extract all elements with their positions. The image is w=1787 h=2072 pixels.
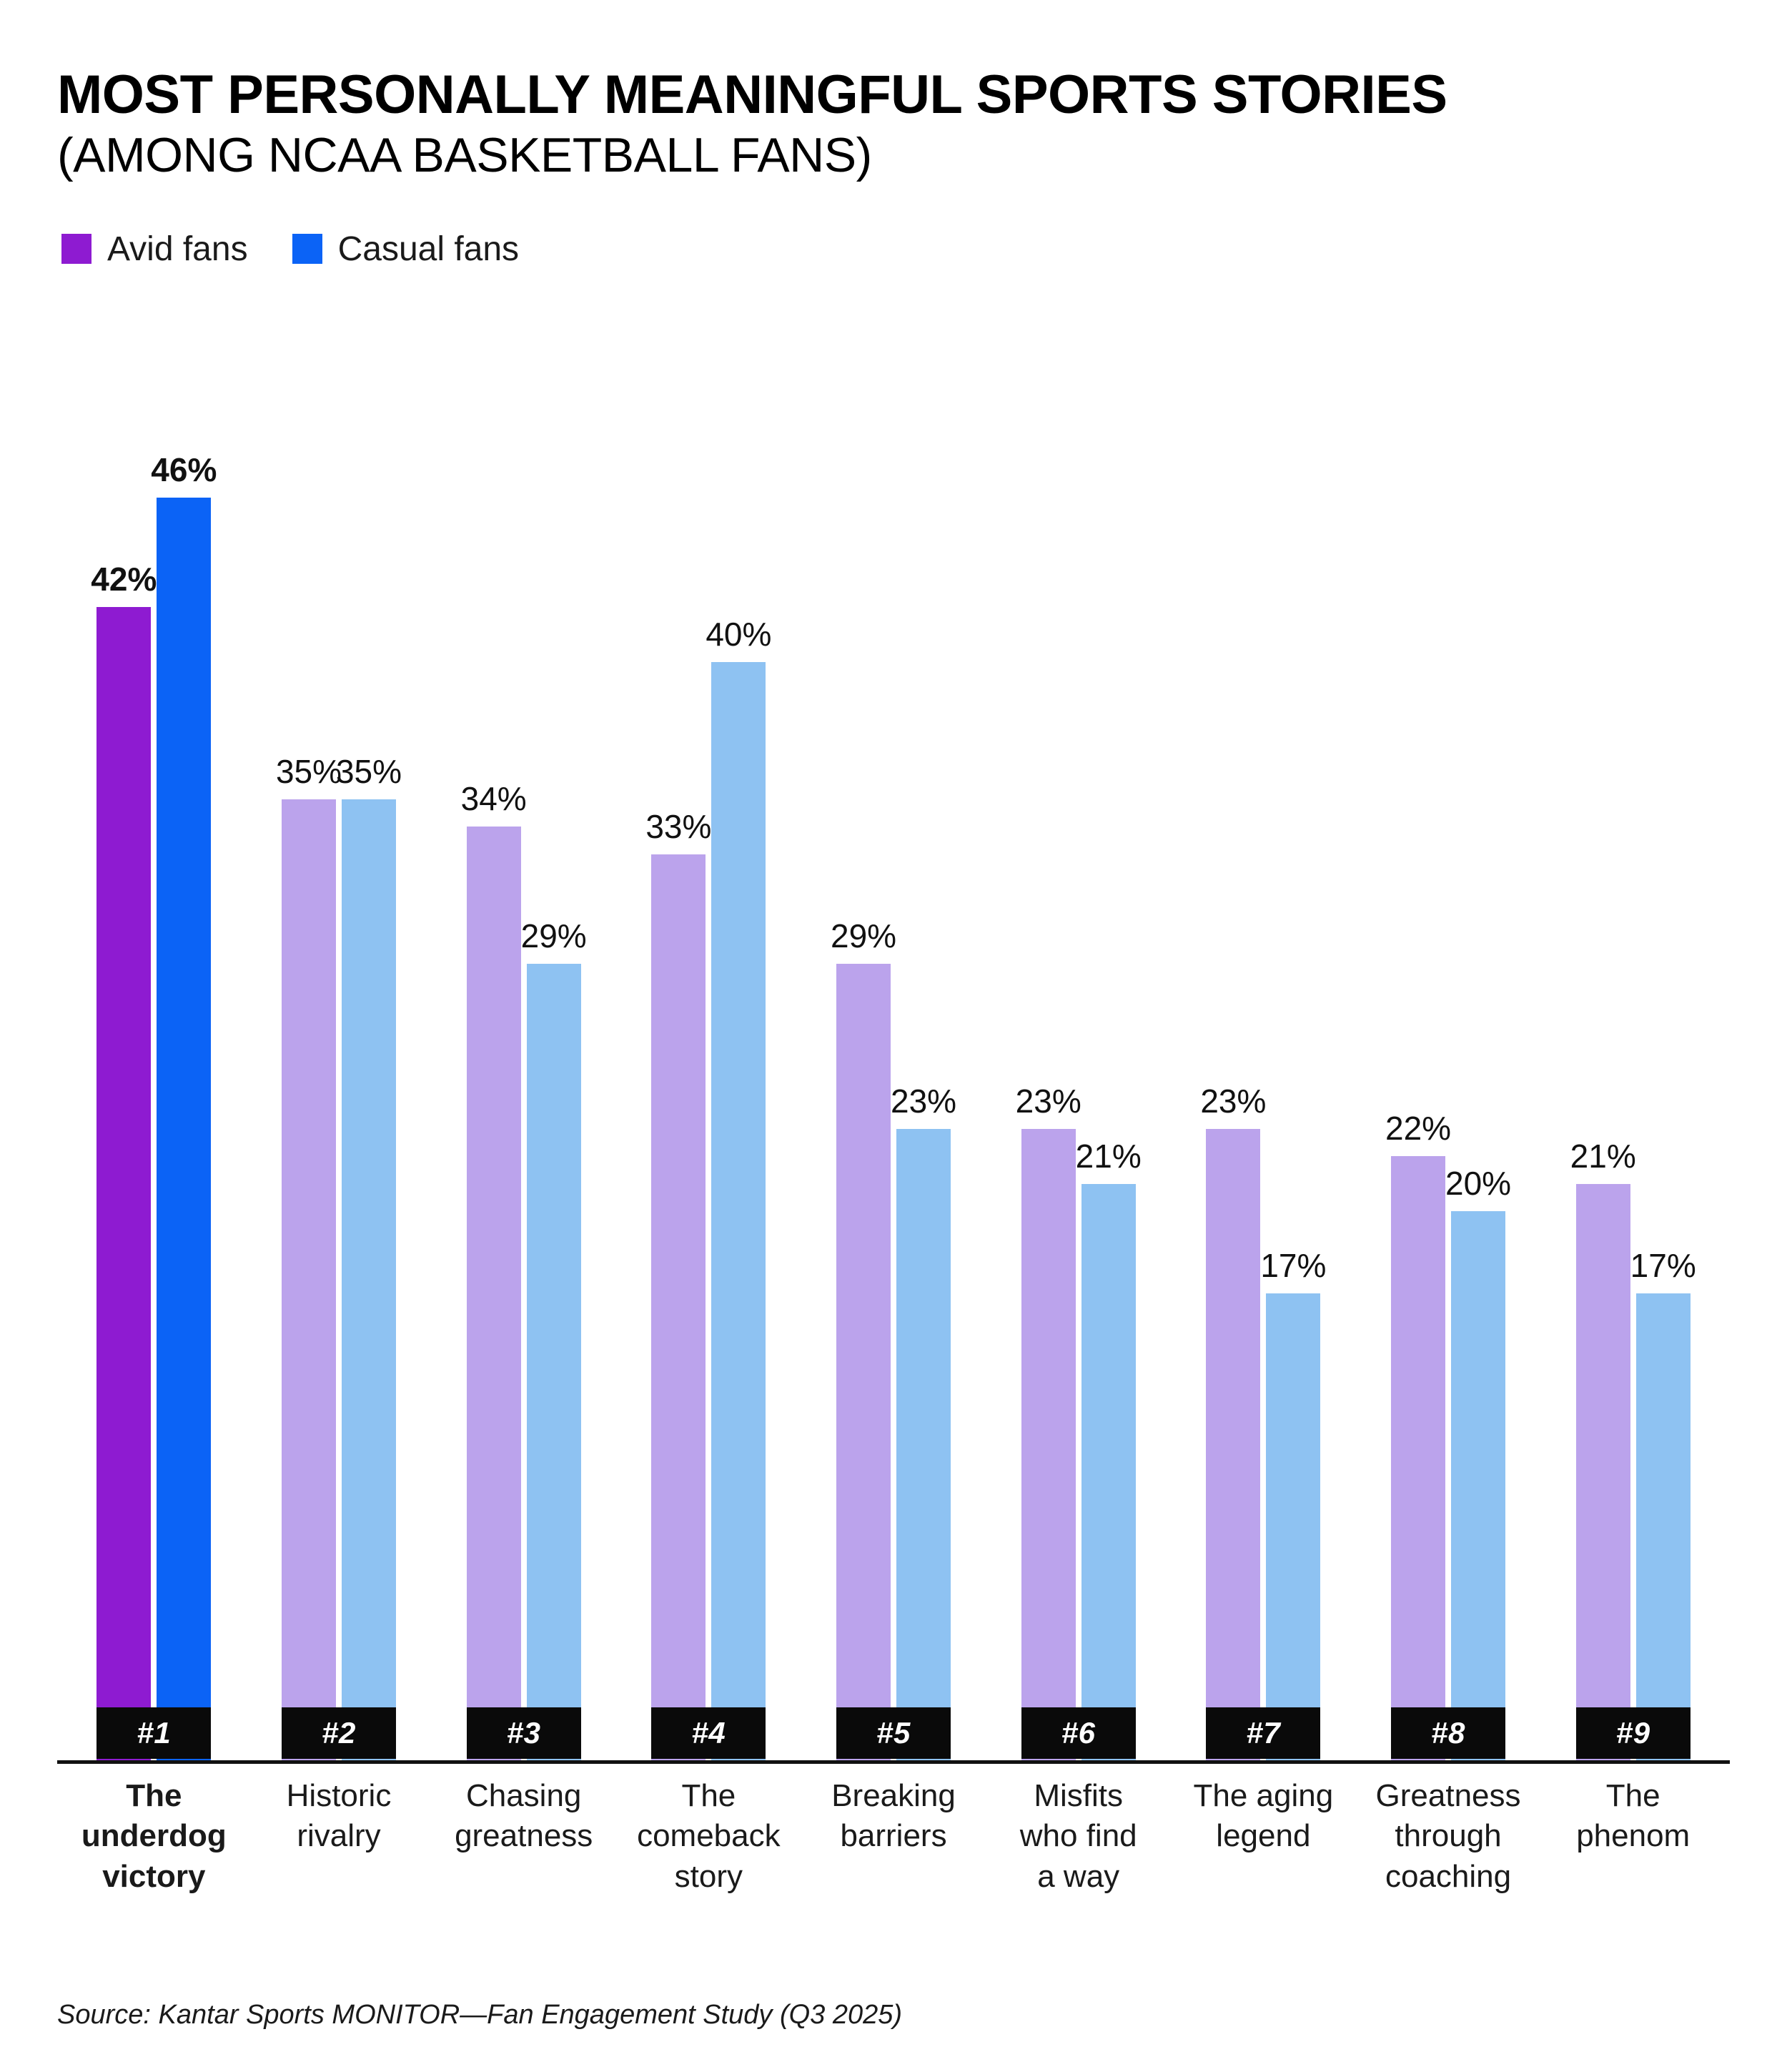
- bar-column-avid: [460, 302, 527, 1760]
- category-label-line: comeback: [637, 1818, 781, 1854]
- bar-column-avid: [1015, 302, 1081, 1760]
- category-label-line: The: [681, 1777, 736, 1813]
- bar-column-casual: [520, 302, 587, 1760]
- bar-value-label: 35%: [335, 752, 402, 790]
- category-label-line: rivalry: [297, 1818, 381, 1854]
- bar-group: [1171, 302, 1356, 1760]
- bar-value-label: 42%: [91, 560, 157, 598]
- category-label-line: legend: [1216, 1818, 1311, 1854]
- bar: [836, 964, 891, 1760]
- rank-badge: #8: [1391, 1707, 1505, 1759]
- bar: [342, 799, 396, 1760]
- category-label-line: barriers: [840, 1818, 947, 1854]
- bar-value-label: 34%: [460, 779, 527, 817]
- page-subtitle: (AMONG NCAA BASKETBALL FANS): [57, 128, 872, 183]
- category-label-line: phenom: [1576, 1818, 1691, 1854]
- bar-column-casual: [335, 302, 402, 1760]
- bar: [467, 827, 521, 1760]
- bar-group: [247, 302, 432, 1760]
- rank-badge: #5: [836, 1707, 951, 1759]
- legend-item-casual: [292, 230, 519, 269]
- category-label-line: The aging: [1193, 1777, 1334, 1813]
- category-label-line: Misfits: [1034, 1777, 1124, 1813]
- category-label-line: story: [674, 1858, 743, 1894]
- bar-column-casual: [1445, 302, 1512, 1760]
- bar-group: [61, 302, 247, 1760]
- x-axis-line: [57, 1760, 1730, 1764]
- bar-value-label: 46%: [151, 450, 217, 488]
- bar: [1021, 1129, 1076, 1760]
- category-label: [247, 1776, 432, 1897]
- bar-column-casual: [1075, 302, 1142, 1760]
- category-label-line: coaching: [1385, 1858, 1512, 1894]
- bar-column-avid: [91, 302, 157, 1760]
- bar-group: [616, 302, 801, 1760]
- bar-group: [1356, 302, 1541, 1760]
- rank-badge: #3: [467, 1707, 581, 1759]
- bar-value-label: 21%: [1075, 1137, 1142, 1175]
- bar-column-avid: [645, 302, 712, 1760]
- category-label-line: through: [1395, 1818, 1502, 1854]
- category-label: [61, 1776, 247, 1897]
- legend-swatch-casual: [292, 234, 322, 264]
- bar: [711, 662, 766, 1760]
- bar-plot: [57, 302, 1730, 1760]
- title-block: [57, 0, 1730, 182]
- bar-column-casual: [151, 302, 217, 1760]
- bar-value-label: 21%: [1570, 1137, 1636, 1175]
- rank-badge: #4: [651, 1707, 766, 1759]
- bar: [896, 1129, 951, 1760]
- bar-column-avid: [1570, 302, 1636, 1760]
- bar-group: [986, 302, 1171, 1760]
- bar-column-casual: [706, 302, 772, 1760]
- bar: [157, 498, 211, 1760]
- bar-value-label: 23%: [1015, 1082, 1081, 1120]
- category-label-line: The: [1605, 1777, 1660, 1813]
- source-note: Source: Kantar Sports MONITOR—Fan Engagement Study (Q3 2025): [57, 2000, 903, 2030]
- bar-value-label: 29%: [830, 917, 897, 954]
- bar-value-label: 23%: [1200, 1082, 1267, 1120]
- bar: [1576, 1184, 1630, 1760]
- category-label-line: a way: [1037, 1858, 1120, 1894]
- bar-column-avid: [1200, 302, 1267, 1760]
- bar-value-label: 22%: [1385, 1109, 1452, 1147]
- bar-value-label: 40%: [706, 615, 772, 653]
- bar: [1391, 1156, 1445, 1760]
- bar: [651, 854, 706, 1760]
- bar: [282, 799, 336, 1760]
- category-label: [801, 1776, 986, 1897]
- category-label: [1171, 1776, 1356, 1897]
- page-title: MOST PERSONALLY MEANINGFUL SPORTS STORIES: [57, 64, 1447, 125]
- rank-badge: #6: [1021, 1707, 1136, 1759]
- bar: [1266, 1293, 1320, 1760]
- category-label-line: who find: [1019, 1818, 1137, 1854]
- bar-column-casual: [1260, 302, 1327, 1760]
- bar-group: [1540, 302, 1726, 1760]
- bar: [1451, 1211, 1505, 1760]
- bar-value-label: 35%: [275, 752, 342, 790]
- bar-value-label: 29%: [520, 917, 587, 954]
- rank-badge: #2: [282, 1707, 396, 1759]
- legend-item-avid: [61, 230, 248, 269]
- category-label: [986, 1776, 1171, 1897]
- category-label-line: Historic: [286, 1777, 392, 1813]
- bar-value-label: 33%: [645, 807, 712, 845]
- bar-group: [431, 302, 616, 1760]
- bar-value-label: 23%: [890, 1082, 957, 1120]
- rank-badge: #9: [1576, 1707, 1691, 1759]
- category-label: [616, 1776, 801, 1897]
- bar-column-avid: [1385, 302, 1452, 1760]
- category-label-line: underdog: [81, 1818, 227, 1854]
- bar-column-casual: [890, 302, 957, 1760]
- bar-value-label: 20%: [1445, 1164, 1512, 1202]
- rank-badge: #1: [96, 1707, 211, 1759]
- bar: [527, 964, 581, 1760]
- bar: [1636, 1293, 1691, 1760]
- category-label-line: greatness: [455, 1818, 593, 1854]
- chart-legend: [61, 230, 1730, 269]
- category-label-line: The: [126, 1777, 182, 1813]
- bar-column-avid: [830, 302, 897, 1760]
- category-label-line: victory: [102, 1858, 206, 1894]
- bar-value-label: 17%: [1630, 1246, 1696, 1284]
- bar: [1206, 1129, 1260, 1760]
- chart-area: [57, 302, 1730, 1894]
- bar: [96, 607, 151, 1760]
- legend-swatch-avid: [61, 234, 91, 264]
- category-label: [1540, 1776, 1726, 1897]
- category-label-row: [57, 1776, 1730, 1897]
- bar-value-label: 17%: [1260, 1246, 1327, 1284]
- legend-label-avid: Avid fans: [107, 230, 248, 268]
- category-label: [1356, 1776, 1541, 1897]
- category-label-line: Chasing: [465, 1777, 582, 1813]
- legend-label-casual: Casual fans: [337, 230, 520, 268]
- bar-column-casual: [1630, 302, 1696, 1760]
- bar: [1081, 1184, 1136, 1760]
- category-label-line: Breaking: [831, 1777, 956, 1813]
- rank-badge: #7: [1206, 1707, 1320, 1759]
- category-label: [431, 1776, 616, 1897]
- category-label-line: Greatness: [1375, 1777, 1521, 1813]
- bar-group: [801, 302, 986, 1760]
- bar-column-avid: [275, 302, 342, 1760]
